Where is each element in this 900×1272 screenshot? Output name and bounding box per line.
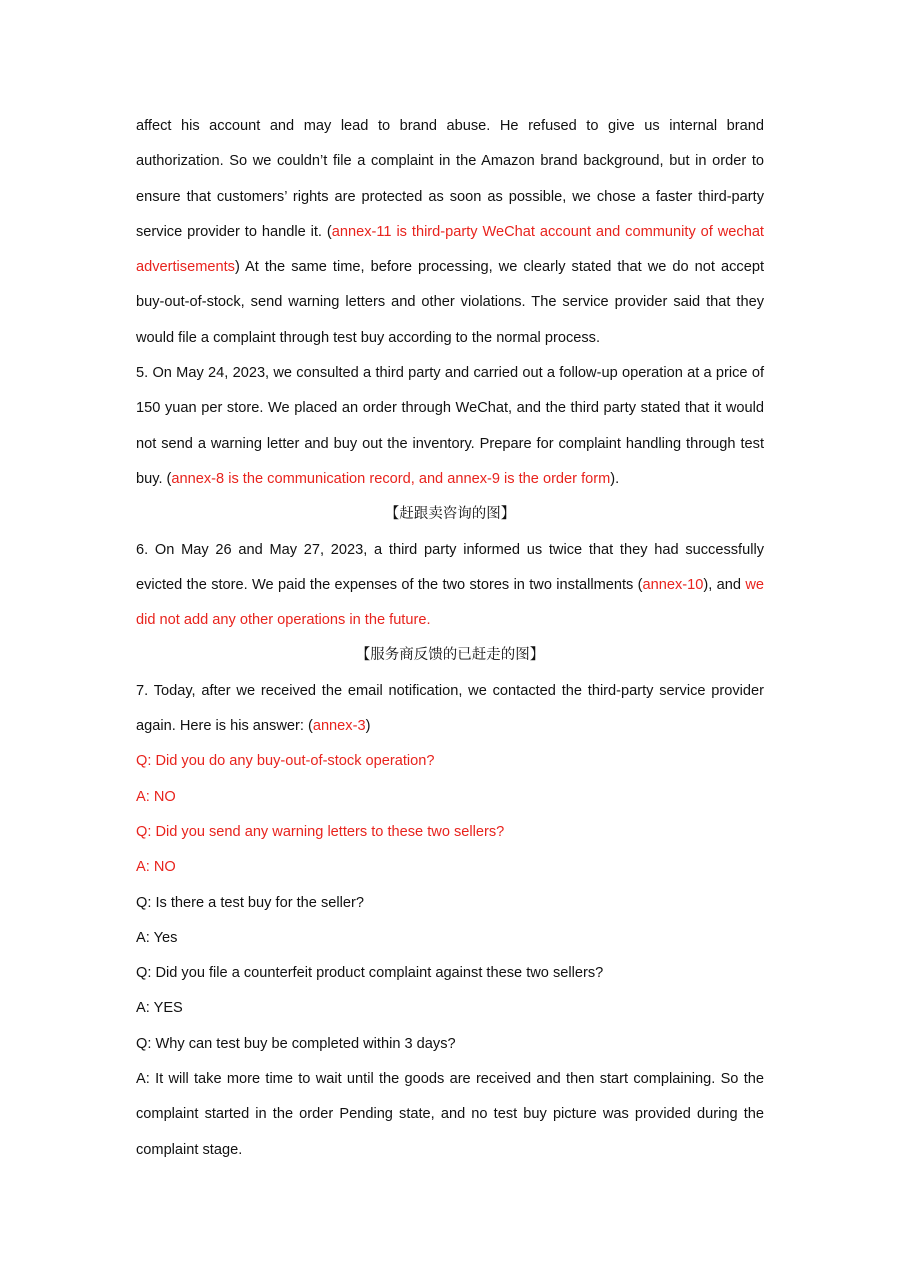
paragraph-7-end: ) [365, 718, 371, 735]
annex-8-9-reference: annex-8 is the communication record, and annex-9 is the order form [171, 470, 611, 487]
paragraph-7 [136, 674, 764, 745]
annex-10-reference: annex-10 [642, 576, 704, 593]
figure-caption-consultation: 【赶跟卖咨询的图】 [384, 506, 516, 523]
qa-line-5: Q: Is there a test buy for the seller? [136, 894, 364, 911]
document-page [136, 109, 764, 1168]
qa-line-1: Q: Did you do any buy-out-of-stock operation? [136, 753, 435, 770]
final-answer: A: It will take more time to wait until the goods are received and then start complaining. So the complaint started in the order Pending state, and no test buy picture was provided during the complaint stage. [136, 1071, 764, 1158]
paragraph-5 [136, 356, 764, 497]
annex-11-reference: annex-11 is third-party WeChat account and community of wechat advertisements [136, 223, 764, 276]
paragraph-5-end: ). [610, 470, 620, 487]
qa-line-7: Q: Did you file a counterfeit product complaint against these two sellers? [136, 965, 604, 982]
paragraph-6-mid: ), and [703, 576, 746, 593]
qa-line-2: A: NO [136, 788, 176, 805]
paragraph-5-text: 5. On May 24, 2023, we consulted a third party and carried out a follow-up operation at a price of 150 yuan per store. We placed an order through WeChat, and the third party stated that it would not send a warning letter and buy out the inventory. Prepare for complaint handling through test buy. ( [136, 365, 764, 487]
figure-caption-feedback: 【服务商反馈的已赶走的图】 [355, 647, 545, 664]
qa-line-9: Q: Why can test buy be completed within 3 days? [136, 1035, 456, 1052]
paragraph-intro [136, 109, 764, 356]
paragraph-6-text: 6. On May 26 and May 27, 2023, a third party informed us twice that they had successfully evicted the store. We paid the expenses of the two stores in two installments ( [136, 541, 764, 593]
intro-text-continued: ) At the same time, before processing, we clearly stated that we do not accept buy-out-of-stock, send warning letters and other violations. The service provider said that they would file a complaint through test buy according to the normal process. [136, 259, 764, 346]
annex-3-reference: annex-3 [312, 718, 366, 735]
paragraph-7-text: 7. Today, after we received the email notification, we contacted the third-party service provider again. Here is his answer: ( [136, 682, 764, 735]
qa-line-8: A: YES [136, 1000, 183, 1017]
qa-line-4: A: NO [136, 859, 176, 876]
intro-text: affect his account and may lead to brand abuse. He refused to give us internal brand authorization. So we couldn’t file a complaint in the Amazon brand background, but in order to ensure that customers’ rights are protected as soon as possible, we chose a faster third-party service provider to handle it. ( [136, 118, 764, 240]
qa-line-3: Q: Did you send any warning letters to these two sellers? [136, 823, 505, 840]
qa-line-6: A: Yes [136, 929, 178, 946]
paragraph-6-highlight: we did not add any other operations in the future. [136, 576, 764, 629]
paragraph-6 [136, 533, 764, 639]
